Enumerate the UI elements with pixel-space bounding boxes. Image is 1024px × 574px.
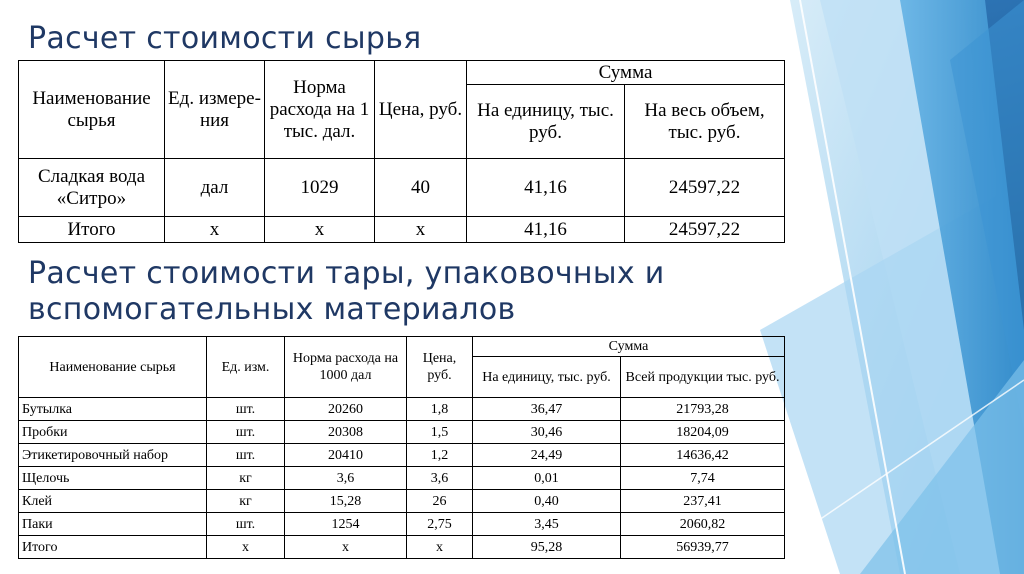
cell-name: Итого xyxy=(19,217,165,243)
cell-per-unit: 41,16 xyxy=(467,159,625,217)
cell-norm: 15,28 xyxy=(285,490,407,513)
cell-unit: х xyxy=(207,536,285,559)
cell-per-unit: 3,45 xyxy=(473,513,621,536)
cell-price: 1,5 xyxy=(407,421,473,444)
cell-per-unit: 0,01 xyxy=(473,467,621,490)
section-title-packaging-materials: Расчет стоимости тары, упаковочных и вспомогательных материалов xyxy=(28,256,665,327)
cell-price: 1,8 xyxy=(407,398,473,421)
cell-name: Итого xyxy=(19,536,207,559)
header-name: Наименование сырья xyxy=(19,337,207,398)
table-row xyxy=(19,421,785,444)
cell-unit: кг xyxy=(207,467,285,490)
cell-norm: 1029 xyxy=(265,159,375,217)
header-total-production: Всей продукции тыс. руб. xyxy=(621,357,785,398)
cell-total: 18204,09 xyxy=(621,421,785,444)
cell-price: х xyxy=(407,536,473,559)
packaging-materials-table xyxy=(18,336,785,559)
cell-name: Паки xyxy=(19,513,207,536)
header-price: Цена, руб. xyxy=(375,61,467,159)
cell-per-unit: 30,46 xyxy=(473,421,621,444)
cell-name: Пробки xyxy=(19,421,207,444)
cell-total: 21793,28 xyxy=(621,398,785,421)
cell-unit: шт. xyxy=(207,398,285,421)
cell-norm: 3,6 xyxy=(285,467,407,490)
cell-unit: кг xyxy=(207,490,285,513)
cell-total: 24597,22 xyxy=(625,159,785,217)
header-name: Наименование сырья xyxy=(19,61,165,159)
cell-per-unit: 24,49 xyxy=(473,444,621,467)
total-row xyxy=(19,536,785,559)
cell-name: Бутылка xyxy=(19,398,207,421)
cell-total: 2060,82 xyxy=(621,513,785,536)
cell-norm: 20260 xyxy=(285,398,407,421)
table-row xyxy=(19,444,785,467)
cell-per-unit: 0,40 xyxy=(473,490,621,513)
cell-unit: шт. xyxy=(207,444,285,467)
cell-norm: 20410 xyxy=(285,444,407,467)
cell-price: 3,6 xyxy=(407,467,473,490)
table-row xyxy=(19,490,785,513)
header-unit: Ед. изм. xyxy=(207,337,285,398)
cell-price: 2,75 xyxy=(407,513,473,536)
cell-unit: шт. xyxy=(207,513,285,536)
cell-total: 56939,77 xyxy=(621,536,785,559)
cell-price: 1,2 xyxy=(407,444,473,467)
table-row xyxy=(19,398,785,421)
cell-price: х xyxy=(375,217,467,243)
cell-norm: 1254 xyxy=(285,513,407,536)
header-per-unit: На единицу, тыс. руб. xyxy=(467,85,625,159)
cell-norm: х xyxy=(285,536,407,559)
cell-price: 40 xyxy=(375,159,467,217)
cell-total: 24597,22 xyxy=(625,217,785,243)
header-unit: Ед. измере-ния xyxy=(165,61,265,159)
table-header-row xyxy=(19,61,785,85)
cell-per-unit: 41,16 xyxy=(467,217,625,243)
cell-price: 26 xyxy=(407,490,473,513)
cell-norm: х xyxy=(265,217,375,243)
cell-total: 14636,42 xyxy=(621,444,785,467)
cell-name: Сладкая вода «Ситро» xyxy=(19,159,165,217)
cell-unit: шт. xyxy=(207,421,285,444)
cell-unit: х xyxy=(165,217,265,243)
total-row xyxy=(19,217,785,243)
header-total-volume: На весь объем, тыс. руб. xyxy=(625,85,785,159)
section-title-raw-materials: Расчет стоимости сырья xyxy=(28,21,422,56)
header-price: Цена, руб. xyxy=(407,337,473,398)
cell-per-unit: 36,47 xyxy=(473,398,621,421)
header-norm: Норма расхода на 1000 дал xyxy=(285,337,407,398)
header-sum: Сумма xyxy=(467,61,785,85)
cell-unit: дал xyxy=(165,159,265,217)
cell-name: Щелочь xyxy=(19,467,207,490)
cell-name: Клей xyxy=(19,490,207,513)
table-row xyxy=(19,159,785,217)
header-norm: Норма расхода на 1 тыс. дал. xyxy=(265,61,375,159)
raw-materials-table xyxy=(18,60,785,243)
cell-name: Этикетировочный набор xyxy=(19,444,207,467)
header-per-unit: На единицу, тыс. руб. xyxy=(473,357,621,398)
table-row xyxy=(19,467,785,490)
cell-per-unit: 95,28 xyxy=(473,536,621,559)
table-header-row xyxy=(19,337,785,357)
cell-total: 237,41 xyxy=(621,490,785,513)
cell-total: 7,74 xyxy=(621,467,785,490)
header-sum: Сумма xyxy=(473,337,785,357)
cell-norm: 20308 xyxy=(285,421,407,444)
table-row xyxy=(19,513,785,536)
